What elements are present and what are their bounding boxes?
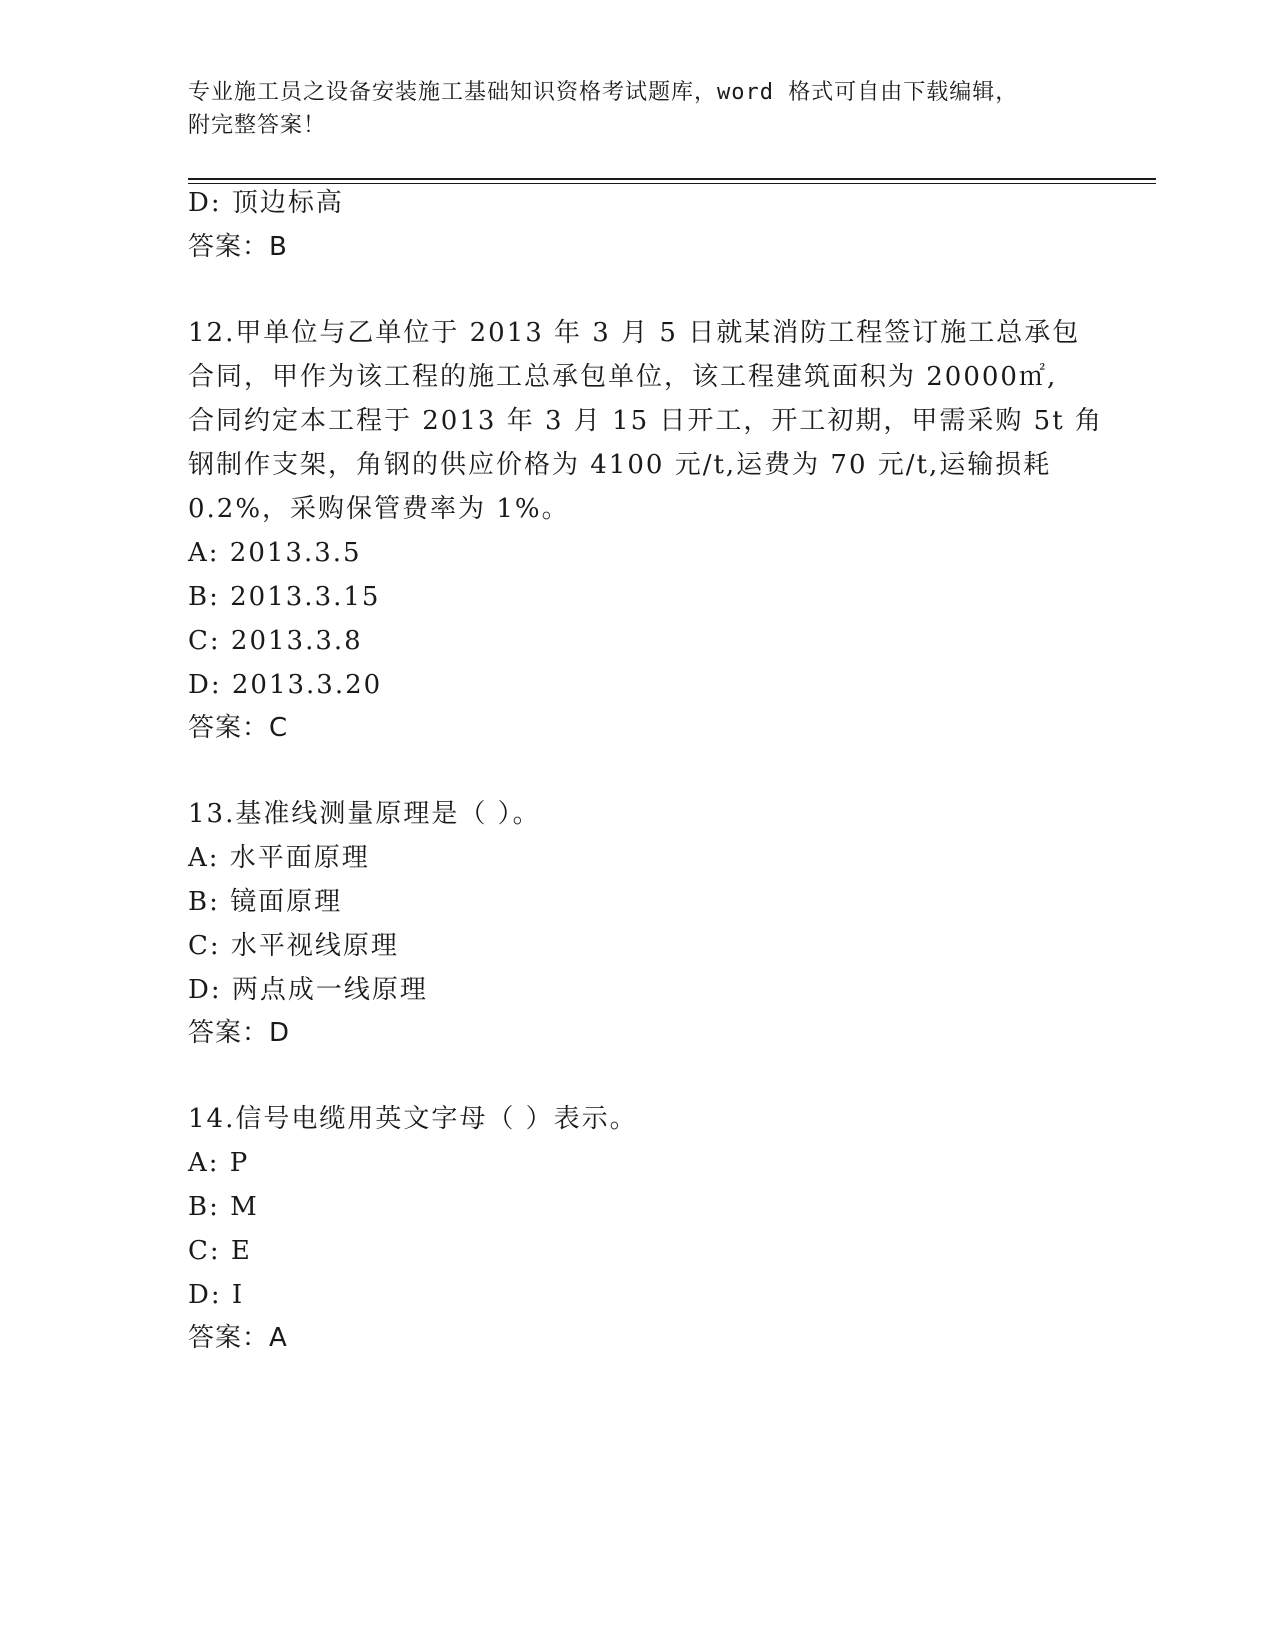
q13-option-d: D: 两点成一线原理 xyxy=(188,975,428,1005)
q12-option-d: D: 2013.3.20 xyxy=(188,670,383,700)
q12-option-c: C: 2013.3.8 xyxy=(188,626,363,656)
q13-option-b: B: 镜面原理 xyxy=(188,887,343,917)
q12-option-b: B: 2013.3.15 xyxy=(188,582,381,612)
q14-option-d: D: I xyxy=(188,1280,245,1310)
q12-stem-line-1: 12.甲单位与乙单位于 2013 年 3 月 5 日就某消防工程签订施工总承包 xyxy=(188,318,1081,348)
header-divider-thick xyxy=(188,178,1156,180)
q12-stem-line-3: 合同约定本工程于 2013 年 3 月 15 日开工，开工初期，甲需采购 5t 角 xyxy=(188,406,1103,436)
q14-stem: 14.信号电缆用英文字母（ ）表示。 xyxy=(188,1104,638,1134)
q14-option-b: B: M xyxy=(188,1192,259,1222)
q14-answer: 答案：A xyxy=(188,1323,288,1353)
q12-stem-line-4: 钢制作支架，角钢的供应价格为 4100 元/t,运费为 70 元/t,运输损耗 xyxy=(188,450,1052,480)
q11-answer: 答案：B xyxy=(188,232,288,262)
q13-answer: 答案：D xyxy=(188,1018,291,1048)
q13-stem: 13.基准线测量原理是（ ）。 xyxy=(188,799,541,829)
q12-answer: 答案：C xyxy=(188,713,289,743)
q12-stem-line-2: 合同，甲作为该工程的施工总承包单位，该工程建筑面积为 20000㎡, xyxy=(188,362,1058,392)
header-divider-thin xyxy=(188,183,1156,184)
q14-option-a: A: P xyxy=(188,1148,250,1178)
q12-option-a: A: 2013.3.5 xyxy=(188,538,362,568)
q14-option-c: C: E xyxy=(188,1236,252,1266)
q13-option-a: A: 水平面原理 xyxy=(188,843,370,873)
header-line-1: 专业施工员之设备安装施工基础知识资格考试题库，word 格式可自由下载编辑， xyxy=(188,80,1019,105)
q13-option-c: C: 水平视线原理 xyxy=(188,931,399,961)
q11-option-d: D: 顶边标高 xyxy=(188,188,344,218)
document-header xyxy=(188,76,1088,142)
header-line-2: 附完整答案！ xyxy=(188,113,327,138)
q12-stem-line-5: 0.2%，采购保管费率为 1%。 xyxy=(188,494,570,524)
